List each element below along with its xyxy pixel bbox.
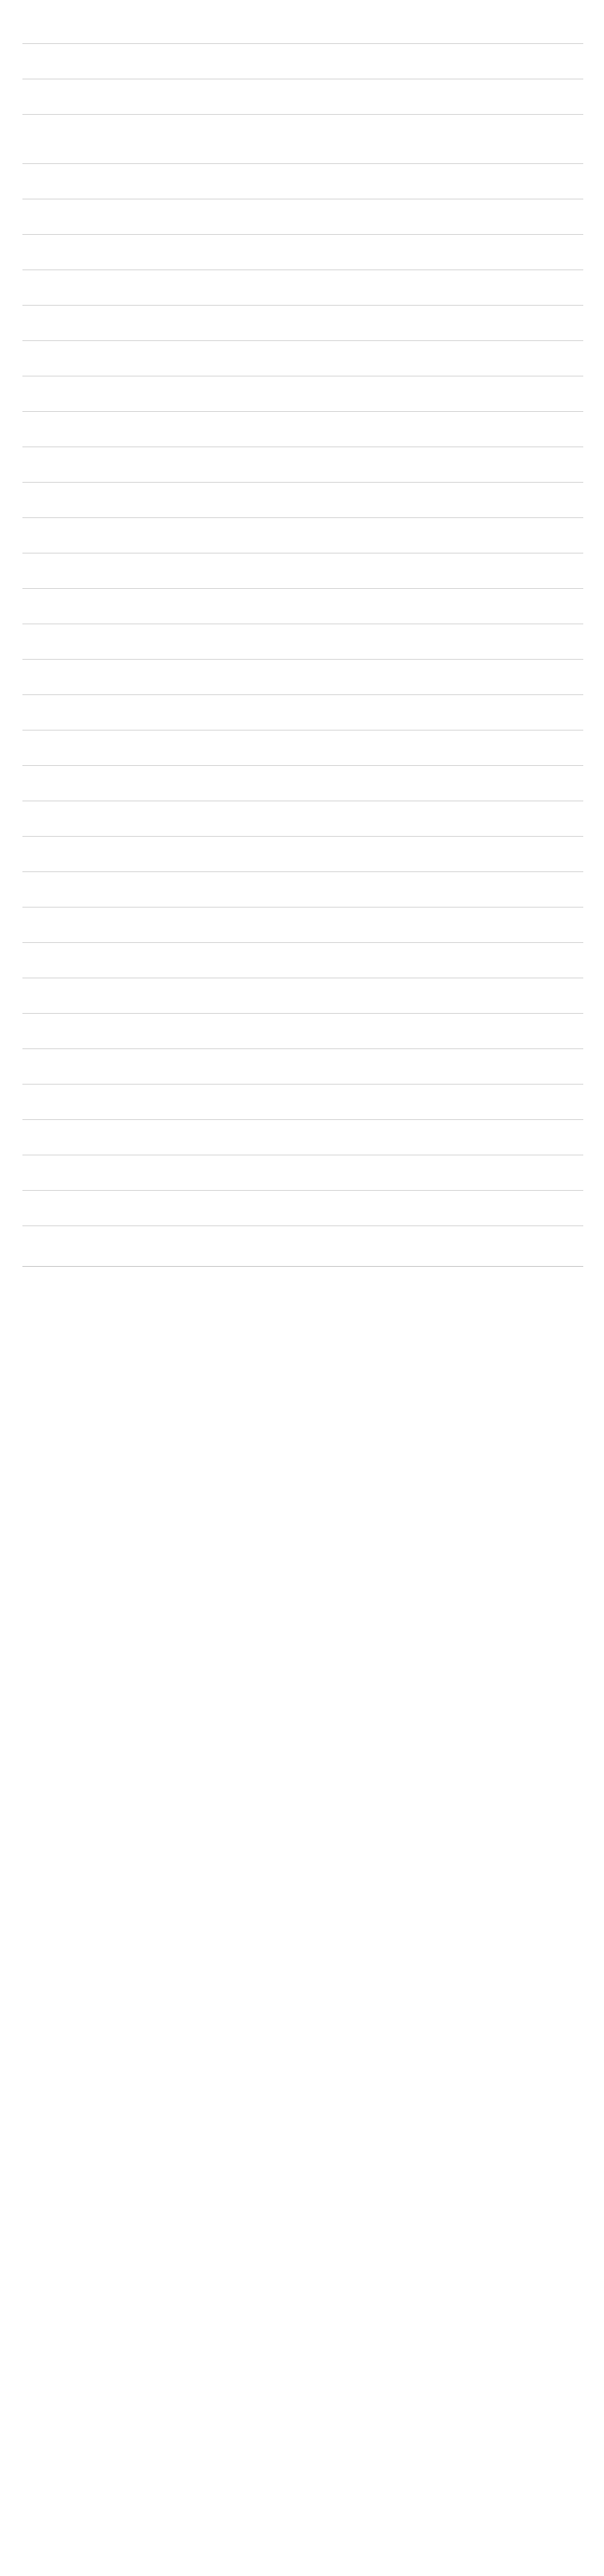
author-note (22, 1203, 583, 1226)
paragraph (22, 1097, 583, 1120)
footer-reminder (22, 1240, 583, 1259)
paragraph (22, 1026, 583, 1049)
paragraph (22, 707, 583, 731)
paragraph (22, 813, 583, 837)
chapter-content (22, 21, 583, 1320)
paragraph (22, 849, 583, 872)
paragraph (22, 636, 583, 660)
paragraph (22, 424, 583, 447)
site-url[interactable] (29, 118, 583, 130)
paragraph (22, 566, 583, 589)
footer-support-link[interactable] (22, 1275, 583, 1294)
paragraph (22, 1132, 583, 1155)
paragraph (22, 92, 583, 115)
paragraph (22, 389, 583, 412)
top-banner[interactable] (0, 0, 604, 16)
paragraph (22, 1168, 583, 1191)
paragraph (22, 282, 583, 306)
paragraph (22, 21, 583, 44)
paragraph (22, 672, 583, 695)
paragraph (22, 778, 583, 801)
paragraph (22, 212, 583, 235)
paragraph (22, 56, 583, 79)
paragraph (22, 318, 583, 341)
paragraph (22, 459, 583, 483)
footer-code (22, 1298, 583, 1317)
paragraph (22, 176, 583, 199)
divider (22, 1266, 583, 1267)
paragraph (22, 601, 583, 624)
paragraph (22, 991, 583, 1014)
paragraph (22, 530, 583, 554)
bottom-banner[interactable] (0, 2560, 604, 2576)
paragraph (22, 955, 583, 978)
paragraph (22, 1061, 583, 1085)
paragraph (22, 353, 583, 377)
paragraph (22, 495, 583, 518)
paragraph (22, 920, 583, 943)
paragraph (22, 247, 583, 270)
paragraph (22, 884, 583, 908)
paragraph (22, 141, 583, 164)
paragraph (22, 743, 583, 766)
